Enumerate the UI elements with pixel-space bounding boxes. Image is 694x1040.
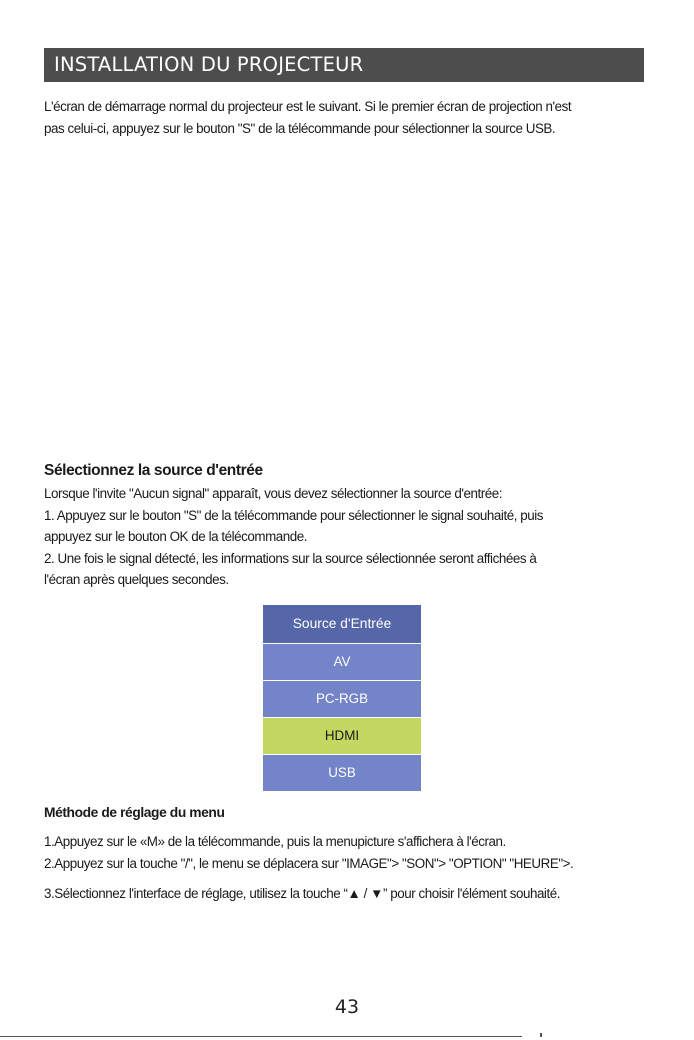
- source-menu-header: Source d'Entrée: [263, 605, 421, 644]
- intro-paragraph: [44, 96, 650, 139]
- source-line-1: Lorsque l'invite "Aucun signal" apparaît, vous devez sélectionner la source d'entrée:: [44, 486, 502, 501]
- source-menu-item-av: AV: [263, 644, 421, 681]
- source-menu-item-pc-rgb: PC-RGB: [263, 681, 421, 718]
- method-step-3: 3.Sélectionnez l'interface de réglage, utilisez la touche “▲ / ▼” pour choisir l'élément souhaité.: [44, 886, 560, 901]
- intro-line-1: L'écran de démarrage normal du projecteur est le suivant. Si le premier écran de projection n'est: [44, 99, 572, 114]
- footer-divider: [0, 1036, 522, 1037]
- source-section-paragraph: [44, 483, 650, 591]
- source-section-title: Sélectionnez la source d'entrée: [44, 462, 263, 479]
- method-step-1: 1.Appuyez sur le «M» de la télécommande, puis la menupicture s'affichera à l'écran.: [44, 834, 506, 849]
- source-line-5: l'écran après quelques secondes.: [44, 572, 229, 587]
- page-number: 43: [334, 996, 360, 1018]
- source-menu-item-usb: USB: [263, 755, 421, 791]
- source-menu-illustration: [263, 605, 421, 791]
- method-step-2: 2.Appuyez sur la touche "/", le menu se déplacera sur "IMAGE"> "SON"> "OPTION" "HEURE">.: [44, 856, 574, 871]
- source-line-4: 2. Une fois le signal détecté, les informations sur la source sélectionnée seront affichées à: [44, 550, 537, 566]
- method-section-title: Méthode de réglage du menu: [44, 805, 225, 820]
- page-header-title: INSTALLATION DU PROJECTEUR: [44, 48, 644, 82]
- source-menu-item-hdmi: HDMI: [263, 718, 421, 755]
- intro-line-2: pas celui-ci, appuyez sur le bouton "S" de la télécommande pour sélectionner la source USB.: [44, 120, 556, 136]
- source-line-3: appuyez sur le bouton OK de la télécommande.: [44, 529, 308, 544]
- source-line-2: 1. Appuyez sur le bouton "S" de la télécommande pour sélectionner le signal souhaité, puis: [44, 507, 544, 523]
- footer-mark: [540, 1033, 542, 1037]
